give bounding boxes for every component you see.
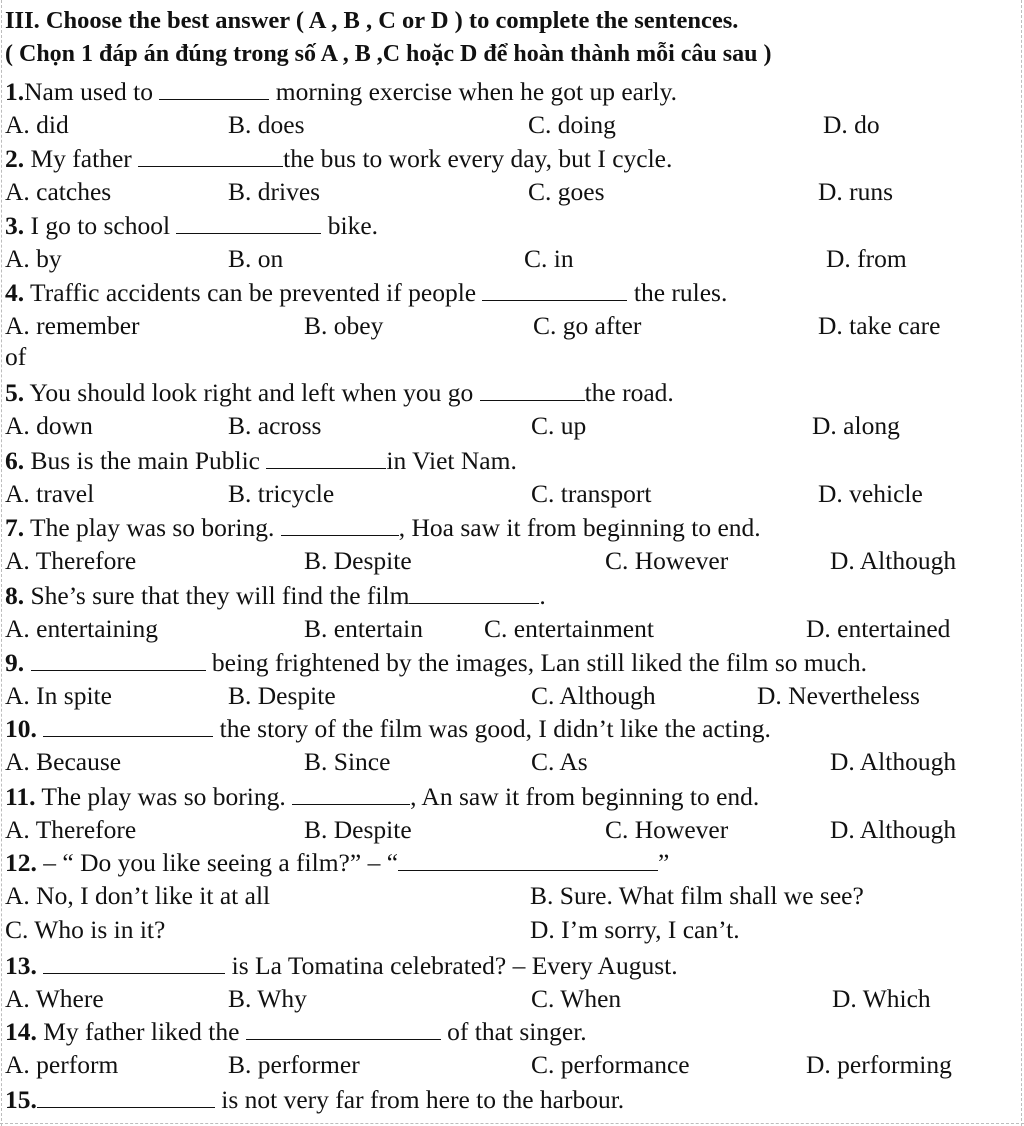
answer-option[interactable]: C. However [605, 546, 729, 575]
page-border-bottom [0, 1123, 1024, 1124]
answer-option[interactable]: C. in [524, 244, 574, 273]
question-text-after-blank: ” [658, 848, 670, 877]
question-number: 3. [5, 211, 25, 240]
answer-option[interactable]: B. Sure. What film shall we see? [530, 881, 864, 910]
answer-option[interactable]: of [5, 342, 27, 371]
question-number: 15. [5, 1085, 37, 1114]
answer-blank[interactable] [176, 213, 321, 234]
question-text-before-blank: I go to school [24, 211, 177, 240]
answer-blank[interactable] [159, 79, 269, 100]
question-14 [5, 1017, 587, 1047]
question-7 [5, 513, 761, 543]
answer-option[interactable]: B. does [228, 110, 305, 139]
answer-option[interactable]: B. Since [304, 747, 391, 776]
answer-option[interactable]: C. goes [528, 177, 605, 206]
answer-option[interactable]: A. Therefore [5, 815, 137, 844]
answer-option[interactable]: A. entertaining [5, 614, 158, 643]
answer-option[interactable]: D. runs [818, 177, 894, 206]
answer-blank[interactable] [482, 280, 627, 301]
question-text-after-blank: is La Tomatina celebrated? – Every August. [225, 951, 678, 980]
answer-option[interactable]: D. Although [830, 546, 957, 575]
answer-option[interactable]: C. doing [528, 110, 616, 139]
question-text-before-blank: You should look right and left when you go [24, 378, 480, 407]
answer-option[interactable]: D. performing [806, 1050, 952, 1079]
answer-option[interactable]: D. Although [830, 747, 957, 776]
answer-blank[interactable] [37, 1087, 215, 1108]
answer-option[interactable]: C. As [531, 747, 588, 776]
answer-option[interactable]: A. catches [5, 177, 112, 206]
answer-blank[interactable] [480, 380, 585, 401]
question-number: 6. [5, 446, 25, 475]
answer-option[interactable]: D. Although [830, 815, 957, 844]
answer-option[interactable]: B. Despite [304, 815, 412, 844]
answer-option[interactable]: B. obey [304, 311, 384, 340]
answer-option[interactable]: B. Despite [304, 546, 412, 575]
question-9 [5, 648, 867, 678]
question-text-before-blank: My father [24, 144, 139, 173]
question-number: 12. [5, 848, 37, 877]
page-border-right [1021, 0, 1022, 1126]
answer-option[interactable]: A. by [5, 244, 62, 273]
answer-option[interactable]: D. vehicle [818, 479, 923, 508]
question-text-after-blank: the story of the film was good, I didn’t like the acting. [213, 714, 771, 743]
answer-option[interactable]: D. I’m sorry, I can’t. [530, 915, 740, 944]
answer-option[interactable]: B. Why [228, 984, 307, 1013]
question-text-after-blank: . [539, 581, 546, 610]
answer-option[interactable]: A. Therefore [5, 546, 137, 575]
answer-blank[interactable] [292, 784, 410, 805]
question-text-after-blank: , Hoa saw it from beginning to end. [398, 513, 761, 542]
question-number: 10. [5, 714, 37, 743]
question-1 [5, 77, 677, 107]
page-border-left [1, 0, 2, 1126]
answer-option[interactable]: C. transport [531, 479, 652, 508]
answer-option[interactable]: D. take care [818, 311, 941, 340]
question-number: 1. [5, 77, 25, 106]
question-text-before-blank: Traffic accidents can be prevented if people [24, 278, 483, 307]
question-number: 2. [5, 144, 25, 173]
question-text-before-blank: She’s sure that they will find the film [24, 581, 410, 610]
answer-option[interactable]: B. Despite [228, 681, 336, 710]
question-number: 8. [5, 581, 25, 610]
question-text-after-blank: the rules. [627, 278, 728, 307]
question-4 [5, 278, 727, 308]
answer-option[interactable]: B. tricycle [228, 479, 335, 508]
answer-option[interactable]: C. Although [531, 681, 656, 710]
question-text-after-blank: of that singer. [440, 1017, 587, 1046]
question-15 [5, 1085, 624, 1115]
answer-blank[interactable] [266, 448, 386, 469]
answer-option[interactable]: A. In spite [5, 681, 112, 710]
question-10 [5, 714, 771, 744]
answer-option[interactable]: B. on [228, 244, 284, 273]
answer-option[interactable]: A. Where [5, 984, 104, 1013]
question-number: 5. [5, 378, 25, 407]
question-2 [5, 144, 672, 174]
answer-blank[interactable] [31, 650, 206, 671]
question-text-after-blank: the bus to work every day, but I cycle. [283, 144, 673, 173]
answer-option[interactable]: A. down [5, 411, 93, 440]
answer-option[interactable]: A. Because [5, 747, 122, 776]
answer-option[interactable]: A. No, I don’t like it at all [5, 881, 271, 910]
question-number: 7. [5, 513, 25, 542]
section-subtitle: ( Chọn 1 đáp án đúng trong số A , B ,C hoặc D để hoàn thành mỗi câu sau ) [5, 41, 772, 67]
answer-option[interactable]: C. Who is in it? [5, 915, 166, 944]
answer-option[interactable]: A. remember [5, 311, 140, 340]
question-6 [5, 446, 517, 476]
question-5 [5, 378, 674, 408]
answer-option[interactable]: C. performance [531, 1050, 690, 1079]
question-text-before-blank: My father liked the [36, 1017, 246, 1046]
question-3 [5, 211, 378, 241]
answer-blank[interactable] [138, 146, 283, 167]
question-text-after-blank: morning exercise when he got up early. [269, 77, 678, 106]
answer-option[interactable]: C. However [605, 815, 729, 844]
question-text-after-blank: bike. [321, 211, 379, 240]
question-text-after-blank: , An saw it from beginning to end. [410, 782, 760, 811]
answer-blank[interactable] [281, 515, 399, 536]
question-number: 9. [5, 648, 25, 677]
answer-option[interactable]: A. travel [5, 479, 95, 508]
answer-blank[interactable] [398, 850, 658, 871]
answer-blank[interactable] [43, 953, 225, 974]
question-text-after-blank: is not very far from here to the harbour. [214, 1085, 625, 1114]
answer-option[interactable]: D. Which [832, 984, 931, 1013]
question-text-before-blank: – “ Do you like seeing a film?” – “ [36, 848, 399, 877]
question-text-before-blank: Nam used to [24, 77, 160, 106]
answer-option[interactable]: C. up [531, 411, 587, 440]
answer-option[interactable]: B. drives [228, 177, 321, 206]
question-11 [5, 782, 759, 812]
question-number: 14. [5, 1017, 37, 1046]
question-number: 11. [5, 782, 36, 811]
answer-option[interactable]: A. perform [5, 1050, 119, 1079]
question-text-after-blank: being frightened by the images, Lan still liked the film so much. [205, 648, 867, 677]
question-number: 13. [5, 951, 37, 980]
answer-option[interactable]: C. entertainment [484, 614, 654, 643]
answer-option[interactable]: C. go after [533, 311, 642, 340]
answer-option[interactable]: D. along [812, 411, 900, 440]
answer-blank[interactable] [409, 583, 539, 604]
answer-blank[interactable] [43, 716, 213, 737]
question-13 [5, 951, 678, 981]
question-text-after-blank: in Viet Nam. [386, 446, 517, 475]
section-title: III. Choose the best answer ( A , B , C or D ) to complete the sentences. [5, 7, 739, 34]
answer-option[interactable]: D. do [823, 110, 880, 139]
question-number: 4. [5, 278, 25, 307]
answer-option[interactable]: B. performer [228, 1050, 360, 1079]
question-8 [5, 581, 546, 611]
answer-option[interactable]: D. from [826, 244, 907, 273]
question-text-before-blank: The play was so boring. [24, 513, 281, 542]
question-text-before-blank: The play was so boring. [35, 782, 293, 811]
answer-option[interactable]: D. Nevertheless [757, 681, 920, 710]
answer-option[interactable]: B. across [228, 411, 322, 440]
question-12 [5, 848, 669, 878]
question-text-after-blank: the road. [584, 378, 674, 407]
answer-option[interactable]: A. did [5, 110, 69, 139]
answer-option[interactable]: B. entertain [304, 614, 423, 643]
answer-option[interactable]: D. entertained [806, 614, 951, 643]
question-text-before-blank: Bus is the main Public [24, 446, 267, 475]
answer-blank[interactable] [246, 1019, 441, 1040]
answer-option[interactable]: C. When [531, 984, 622, 1013]
